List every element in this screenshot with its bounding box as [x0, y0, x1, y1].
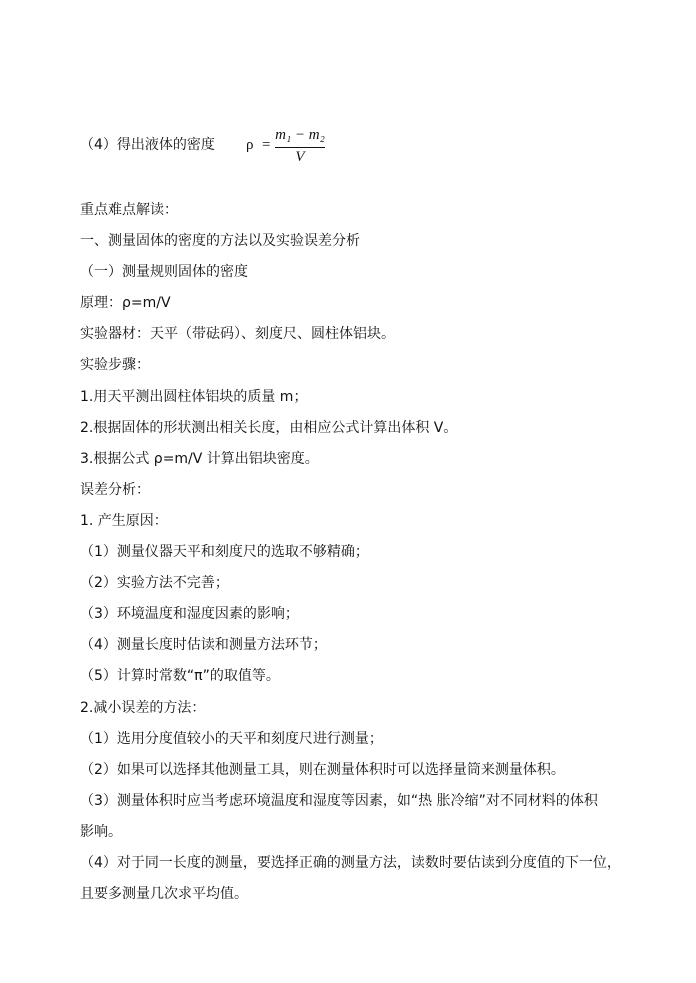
cause-item: （4）测量长度时估读和测量方法环节；: [80, 637, 327, 653]
principle-text: 原理：ρ=m/V: [80, 295, 171, 311]
cause-item: （5）计算时常数“π”的取值等。: [80, 668, 280, 684]
reduce-item: （3）测量体积时应当考虑环境温度和湿度等因素，如“热 胀冷缩”对不同材料的体积: [80, 793, 598, 809]
step-item: 3.根据公式 ρ=m/V 计算出铝块密度。: [80, 451, 319, 467]
error-analysis-title: 误差分析：: [80, 482, 150, 498]
step-item: 2.根据固体的形状测出相关长度，由相应公式计算出体积 V。: [80, 420, 458, 436]
steps-title: 实验步骤：: [80, 357, 150, 373]
cause-item: （2）实验方法不完善；: [80, 575, 229, 591]
rho-symbol: ρ: [246, 137, 254, 153]
key-points-heading: 重点难点解读：: [80, 202, 178, 218]
reduce-item: （1）选用分度值较小的天平和刻度尺进行测量；: [80, 731, 383, 747]
cause-item: （1）测量仪器天平和刻度尺的选取不够精确；: [80, 544, 369, 560]
step-item: 1.用天平测出圆柱体铝块的质量 m；: [80, 389, 308, 405]
subsection-heading-1: （一）测量规则固体的密度: [80, 264, 248, 280]
reduce-error-title: 2.减小误差的方法：: [80, 700, 206, 716]
fraction: [275, 126, 325, 166]
reduce-item: （2）如果可以选择其他测量工具，则在测量体积时可以选择量筒来测量体积。: [80, 762, 565, 778]
causes-title: 1. 产生原因：: [80, 513, 168, 529]
equals-sign: =: [262, 137, 271, 153]
section-heading-1: 一、测量固体的密度的方法以及实验误差分析: [80, 233, 360, 249]
formula-lead-text: （4）得出液体的密度: [80, 137, 215, 153]
equipment-text: 实验器材：天平（带砝码）、刻度尺、圆柱体铝块。: [80, 326, 395, 342]
reduce-item-continued: 影响。: [80, 824, 122, 840]
reduce-item: （4）对于同一长度的测量，要选择正确的测量方法，读数时要估读到分度值的下一位，: [80, 855, 621, 871]
cause-item: （3）环境温度和湿度因素的影响；: [80, 606, 299, 622]
reduce-item-continued: 且要多测量几次求平均值。: [80, 886, 248, 902]
fraction-denominator: V: [295, 149, 305, 165]
fraction-numerator: m₁ − m₂: [275, 127, 325, 143]
